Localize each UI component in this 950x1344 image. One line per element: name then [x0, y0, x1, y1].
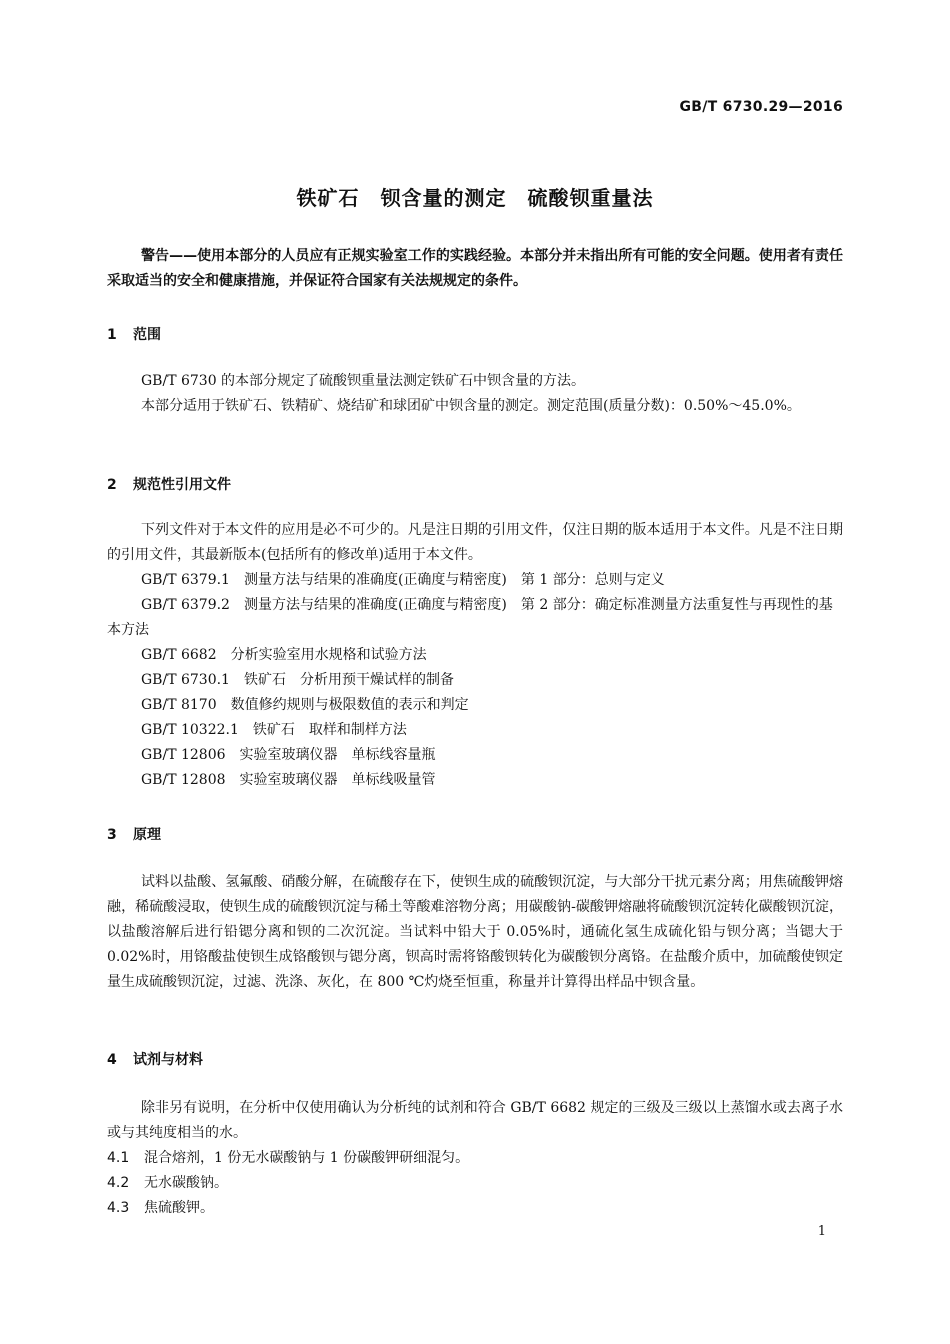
scope-paragraph-1: GB/T 6730 的本部分规定了硫酸钡重量法测定铁矿石中钡含量的方法。: [141, 373, 586, 389]
section-heading-principle: [107, 824, 161, 844]
section-number: 2: [107, 477, 117, 493]
reference-list: [107, 568, 843, 793]
reagents-intro: 除非另有说明，在分析中仅使用确认为分析纯的试剂和符合 GB/T 6682 规定的三级及三级以上蒸馏水或去离子水或与其纯度相当的水。: [107, 1100, 843, 1141]
reagent-text: 焦硫酸钾。: [144, 1200, 214, 1216]
reference-item: GB/T 6730.1 铁矿石 分析用预干燥试样的制备: [141, 672, 454, 688]
page-title: 铁矿石 钡含量的测定 硫酸钡重量法: [296, 186, 654, 210]
reagent-text: 混合熔剂，1 份无水碳酸钠与 1 份碳酸钾研细混匀。: [144, 1150, 470, 1166]
section-number: 4: [107, 1052, 117, 1068]
section-heading-scope: [107, 324, 161, 344]
section-heading-references: [107, 474, 231, 494]
principle-paragraph: 试料以盐酸、氢氟酸、硝酸分解，在硫酸存在下，使钡生成的硫酸钡沉淀，与大部分干扰元素分离；用焦硫酸钾熔融，稀硫酸浸取，使钡生成的硫酸钡沉淀与稀土等酸难溶物分离；用碳酸钠-碳酸钾熔融将硫酸钡沉淀转化碳酸钡沉淀，以盐酸溶解后进行铅锶分离和钡的二次沉淀。当试料中铅大于 0.05%时，通硫化氢生成硫化铅与钡分离；当锶大于 0.02%时，用铬酸盐使钡生成铬酸钡与锶分离，钡高时需将铬酸钡转化为碳酸钡分离铬。在盐酸介质中，加硫酸使钡定量生成硫酸钡沉淀，过滤、洗涤、灰化，在 800 ℃灼烧至恒重，称量并计算得出样品中钡含量。: [107, 874, 843, 990]
section-title: 范围: [133, 327, 161, 343]
reagent-number: 4.1: [107, 1150, 130, 1166]
reagent-text: 无水碳酸钠。: [144, 1175, 228, 1191]
section-title: 规范性引用文件: [133, 477, 231, 493]
reagent-number: 4.3: [107, 1200, 130, 1216]
section-number: 1: [107, 327, 117, 343]
reference-item: GB/T 8170 数值修约规则与极限数值的表示和判定: [141, 697, 469, 713]
reagent-item: [107, 1146, 469, 1171]
reference-item: GB/T 12806 实验室玻璃仪器 单标线容量瓶: [141, 747, 436, 763]
reference-item: GB/T 12808 实验室玻璃仪器 单标线吸量管: [141, 772, 436, 788]
references-intro: 下列文件对于本文件的应用是必不可少的。凡是注日期的引用文件，仅注日期的版本适用于本文件。凡是不注日期的引用文件，其最新版本(包括所有的修改单)适用于本文件。: [107, 522, 843, 563]
reagent-number: 4.2: [107, 1175, 130, 1191]
scope-paragraph-2: 本部分适用于铁矿石、铁精矿、烧结矿和球团矿中钡含量的测定。测定范围(质量分数)：0.50%～45.0%。: [141, 398, 801, 414]
reference-item: GB/T 6682 分析实验室用水规格和试验方法: [141, 647, 427, 663]
warning-notice: 警告——使用本部分的人员应有正规实验室工作的实践经验。本部分并未指出所有可能的安全问题。使用者有责任采取适当的安全和健康措施，并保证符合国家有关法规规定的条件。: [107, 248, 843, 289]
section-number: 3: [107, 827, 117, 843]
section-title: 试剂与材料: [133, 1052, 203, 1068]
reference-item: GB/T 6379.1 测量方法与结果的准确度(正确度与精密度) 第 1 部分：总则与定义: [141, 572, 665, 588]
section-title: 原理: [133, 827, 161, 843]
reference-item: GB/T 10322.1 铁矿石 取样和制样方法: [141, 722, 407, 738]
page-number: 1: [817, 1224, 826, 1239]
reagent-item: [107, 1196, 214, 1221]
reagent-item: [107, 1171, 228, 1196]
reference-item: GB/T 6379.2 测量方法与结果的准确度(正确度与精密度) 第 2 部分：确定标准测量方法重复性与再现性的基本方法: [107, 597, 833, 638]
standard-number: GB/T 6730.29—2016: [679, 99, 843, 115]
section-heading-reagents: [107, 1049, 203, 1069]
